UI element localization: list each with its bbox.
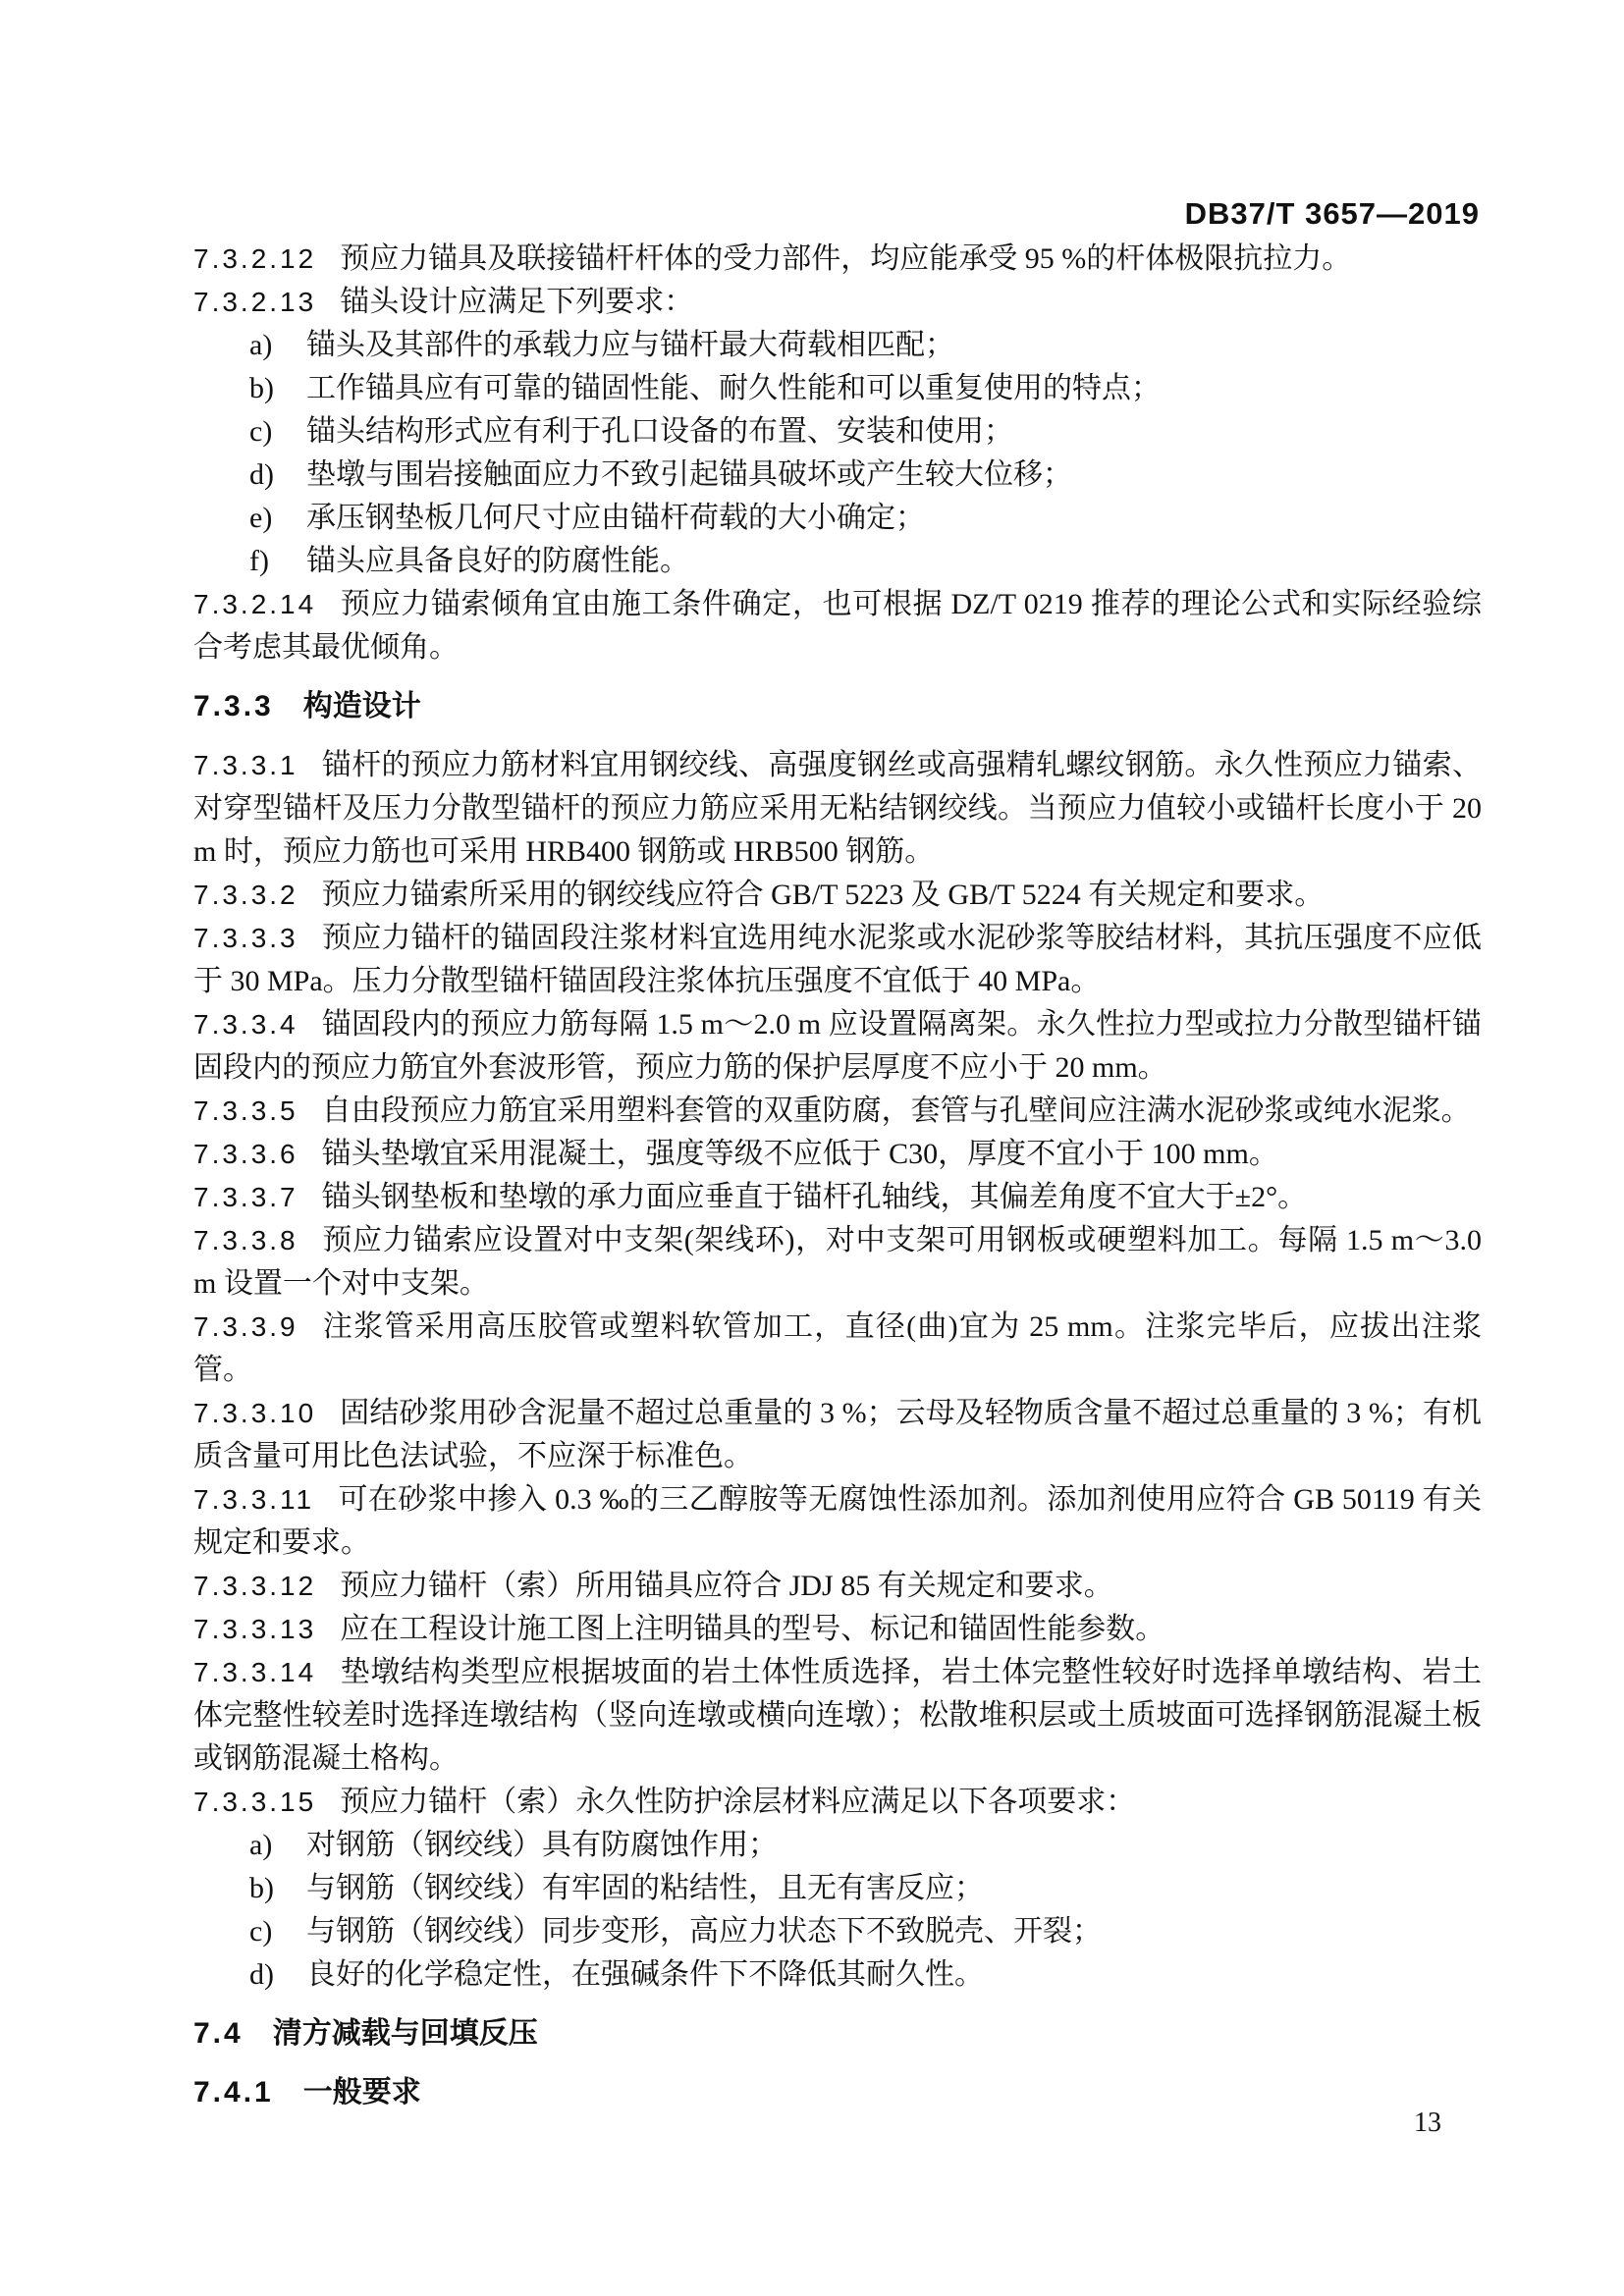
- clause-text: 应在工程设计施工图上注明锚具的型号、标记和锚固性能参数。: [340, 1613, 1165, 1645]
- clause-paragraph: [193, 1306, 1482, 1392]
- list-item-letter: b): [249, 1872, 274, 1904]
- document-content: [193, 238, 1482, 2130]
- list-item-letter: a): [249, 1829, 273, 1861]
- clause-text: 锚头垫墩宜采用混凝土，强度等级不应低于 C30，厚度不宜小于 100 mm。: [321, 1138, 1278, 1170]
- clause-text: 预应力锚杆的锚固段注浆材料宜选用纯水泥浆或水泥砂浆等胶结材料，其抗压强度不应低于 30 MPa。压力分散型锚杆锚固段注浆体抗压强度不宜低于 40 MPa。: [193, 922, 1482, 997]
- list-item: [193, 1953, 1482, 1997]
- list-item-text: 良好的化学稳定性，在强碱条件下不降低其耐久性。: [306, 1958, 984, 1991]
- clause-number: 7.3.3.15: [193, 1787, 317, 1817]
- clause-number: 7.3.2.14: [193, 589, 317, 619]
- clause-number: 7.3.3.8: [193, 1225, 298, 1255]
- list-item: [193, 1824, 1482, 1867]
- clause-paragraph: [193, 1781, 1482, 1824]
- list-item: [193, 454, 1482, 497]
- clause-paragraph: [193, 1219, 1482, 1306]
- list-item: [193, 1910, 1482, 1953]
- list-item-text: 与钢筋（钢绞线）同步变形，高应力状态下不致脱壳、开裂；: [306, 1915, 1102, 1948]
- clause-paragraph: [193, 1478, 1482, 1565]
- list-item-text: 与钢筋（钢绞线）有牢固的粘结性，且无有害反应；: [306, 1872, 984, 1904]
- section-number: 7.4: [193, 2017, 244, 2050]
- clause-paragraph: [193, 238, 1482, 281]
- clause-paragraph: [193, 917, 1482, 1003]
- clause-number: 7.3.3.7: [193, 1182, 298, 1212]
- clause-text: 锚头钢垫板和垫墩的承力面应垂直于锚杆孔轴线，其偏差角度不宜大于±2°。: [321, 1181, 1308, 1213]
- clause-number: 7.3.3.2: [193, 880, 298, 910]
- list-item: [193, 497, 1482, 540]
- list-item: [193, 410, 1482, 454]
- clause-paragraph: [193, 281, 1482, 324]
- clause-number: 7.3.3.4: [193, 1009, 298, 1040]
- list-item-text: 锚头应具备良好的防腐性能。: [306, 545, 689, 577]
- clause-text: 锚头设计应满足下列要求：: [340, 286, 694, 318]
- list-item: [193, 324, 1482, 367]
- list-item: [193, 367, 1482, 410]
- clause-paragraph: [193, 1090, 1482, 1133]
- section-title: 一般要求: [302, 2076, 421, 2109]
- clause-text: 预应力锚索所采用的钢绞线应符合 GB/T 5223 及 GB/T 5224 有关规定和要求。: [321, 879, 1325, 911]
- section-heading: [193, 2071, 1482, 2114]
- list-item-text: 锚头及其部件的承载力应与锚杆最大荷载相匹配；: [306, 329, 954, 361]
- clause-number: 7.3.3.12: [193, 1571, 317, 1601]
- list-item-text: 工作锚具应有可靠的锚固性能、耐久性能和可以重复使用的特点；: [306, 372, 1161, 404]
- clause-text: 固结砂浆用砂含泥量不超过总重量的 3 %；云母及轻物质含量不超过总重量的 3 %；有机质含量可用比色法试验，不应深于标准色。: [193, 1397, 1482, 1472]
- list-item: [193, 540, 1482, 583]
- clause-text: 锚杆的预应力筋材料宜用钢绞线、高强度钢丝或高强精轧螺纹钢筋。永久性预应力锚索、对穿型锚杆及压力分散型锚杆的预应力筋应采用无粘结钢绞线。当预应力值较小或锚杆长度小于 20 m 时，预应力筋也可采用 HRB400 钢筋或 HRB500 钢筋。: [193, 749, 1482, 868]
- section-number: 7.3.3: [193, 690, 274, 722]
- clause-paragraph: [193, 1608, 1482, 1651]
- list-item-text: 锚头结构形式应有利于孔口设备的布置、安装和使用；: [306, 415, 1013, 448]
- clause-number: 7.3.3.10: [193, 1398, 317, 1428]
- list-item-text: 垫墩与围岩接触面应力不致引起锚具破坏或产生较大位移；: [306, 458, 1072, 491]
- clause-paragraph: [193, 1565, 1482, 1608]
- list-item-letter: c): [249, 1915, 273, 1948]
- section-heading: [193, 2012, 1482, 2056]
- clause-text: 可在砂浆中掺入 0.3 ‰的三乙醇胺等无腐蚀性添加剂。添加剂使用应符合 GB 50119 有关规定和要求。: [193, 1483, 1482, 1559]
- clause-text: 预应力锚索应设置对中支架(架线环)，对中支架可用钢板或硬塑料加工。每隔 1.5 m～3.0 m 设置一个对中支架。: [193, 1224, 1482, 1300]
- clause-text: 自由段预应力筋宜采用塑料套管的双重防腐，套管与孔壁间应注满水泥砂浆或纯水泥浆。: [321, 1095, 1471, 1127]
- clause-text: 垫墩结构类型应根据坡面的岩土体性质选择，岩土体完整性较好时选择单墩结构、岩土体完整性较差时选择连墩结构（竖向连墩或横向连墩）；松散堆积层或土质坡面可选择钢筋混凝土板或钢筋混凝土格构。: [193, 1656, 1482, 1775]
- clause-paragraph: [193, 1003, 1482, 1090]
- clause-text: 锚固段内的预应力筋每隔 1.5 m～2.0 m 应设置隔离架。永久性拉力型或拉力分散型锚杆锚固段内的预应力筋宜外套波形管，预应力筋的保护层厚度不应小于 20 mm。: [193, 1008, 1482, 1084]
- section-title: 构造设计: [302, 690, 421, 722]
- list-item-text: 对钢筋（钢绞线）具有防腐蚀作用；: [306, 1829, 778, 1861]
- clause-paragraph: [193, 744, 1482, 874]
- clause-paragraph: [193, 874, 1482, 917]
- clause-text: 预应力锚杆（索）所用锚具应符合 JDJ 85 有关规定和要求。: [340, 1570, 1113, 1602]
- clause-number: 7.3.3.13: [193, 1614, 317, 1644]
- page-number: 13: [1414, 2108, 1441, 2138]
- clause-number: 7.3.3.3: [193, 923, 298, 953]
- standard-number-header: DB37/T 3657—2019: [1184, 196, 1480, 231]
- section-title: 清方减载与回填反压: [272, 2017, 538, 2050]
- clause-number: 7.3.3.5: [193, 1095, 298, 1126]
- clause-text: 预应力锚杆（索）永久性防护涂层材料应满足以下各项要求：: [340, 1786, 1136, 1818]
- list-item-letter: e): [249, 502, 273, 534]
- clause-number: 7.3.3.9: [193, 1311, 298, 1342]
- list-item-letter: a): [249, 329, 273, 361]
- section-number: 7.4.1: [193, 2076, 274, 2109]
- clause-paragraph: [193, 1176, 1482, 1219]
- clause-number: 7.3.3.6: [193, 1139, 298, 1169]
- list-item-text: 承压钢垫板几何尺寸应由锚杆荷载的大小确定；: [306, 502, 925, 534]
- list-item: [193, 1867, 1482, 1910]
- clause-text: 预应力锚具及联接锚杆杆体的受力部件，均应能承受 95 %的杆体极限抗拉力。: [340, 242, 1352, 275]
- clause-paragraph: [193, 1392, 1482, 1478]
- clause-number: 7.3.2.13: [193, 287, 317, 317]
- clause-number: 7.3.3.14: [193, 1657, 317, 1687]
- list-item-letter: d): [249, 1958, 274, 1991]
- list-item-letter: d): [249, 458, 274, 491]
- clause-paragraph: [193, 1133, 1482, 1176]
- clause-number: 7.3.2.12: [193, 243, 317, 274]
- list-item-letter: b): [249, 372, 274, 404]
- clause-number: 7.3.3.1: [193, 750, 298, 780]
- clause-text: 注浆管采用高压胶管或塑料软管加工，直径(曲)宜为 25 mm。注浆完毕后，应拔出注浆管。: [193, 1310, 1482, 1386]
- list-item-letter: f): [249, 545, 269, 577]
- section-heading: [193, 685, 1482, 728]
- clause-paragraph: [193, 1651, 1482, 1781]
- clause-text: 预应力锚索倾角宜由施工条件确定，也可根据 DZ/T 0219 推荐的理论公式和实际经验综合考虑其最优倾角。: [193, 588, 1482, 664]
- list-item-letter: c): [249, 415, 273, 448]
- clause-number: 7.3.3.11: [193, 1484, 315, 1515]
- clause-paragraph: [193, 583, 1482, 669]
